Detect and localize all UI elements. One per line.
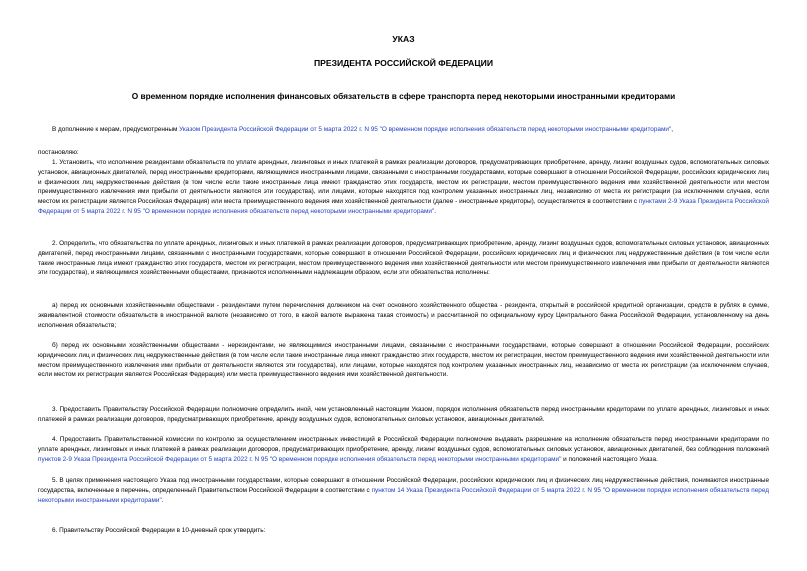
paragraph-6: [38, 526, 769, 536]
preamble-paragraph: [38, 125, 769, 135]
paragraph-5-link[interactable]: пунктом 14 Указа Президента Российской Федерации от 5 марта 2022 г. N 95 "О временном порядке исполнения обязательств перед некоторыми иностранными кредиторами": [38, 486, 769, 504]
paragraph-1-text: 1. Установить, что исполнение резидентами обязательств по уплате арендных, лизинговых и иных платежей в рамках реализации договоров, предусматривающих приобретение, аренду, лизинг воздушных судов, вспомогательных силовых установок, авиационных двигателей, перед иностранными кредиторами, являющимися иностранными лицами, связанными с иностранными государствами, которые совершают в отношении Российской Федерации, российских юридических лиц и физических лиц недружественные действия (в том числе если такие иностранные лица имеют гражданство этих государств, местом их регистрации, местом преимущественного ведения ими хозяйственной деятельности или местом преимущественного извлечения ими прибыли от деятельности являются эти государства), или лицами, которые находятся под контролем указанных иностранных лиц, независимо от места их регистрации (за исключением случаев, если местом их регистрации является Российская Федерация) или места преимущественного ведения ими хозяйственной деятельности (далее - иностранные кредиторы), осуществляется в соответствии с: [38, 159, 769, 206]
decree-95-link[interactable]: Указом Президента Российской Федерации от 5 марта 2022 г. N 95 "О временном порядке исполнения обязательств перед некоторыми иностранными кредиторами": [179, 126, 672, 133]
paragraph-4-link[interactable]: пунктов 2-9 Указа Президента Российской Федерации от 5 марта 2022 г. N 95 "О временном порядке исполнения обязательств перед некоторыми иностранными кредиторами": [38, 455, 562, 463]
paragraph-2: [38, 239, 769, 278]
preamble-text-end: ,: [671, 126, 673, 133]
paragraph-4-text: 4. Предоставить Правительственной комиссии по контролю за осуществлением иностранных инвестиций в Российской Федерации полномочие выдавать разрешение на исполнение обязательств перед иностранными кредиторами по уплате арендных, лизинговых и иных платежей в рамках реализации договоров, предусматривающих приобретение, аренду, лизинг воздушных судов, вспомогательных силовых установок, авиационных двигателей, без соблюдения положений: [38, 436, 769, 453]
paragraph-2-text: 2. Определить, что обязательства по уплате арендных, лизинговых и иных платежей в рамках реализации договоров, предусматривающих приобретение, аренду, лизинг воздушных судов, вспомогательных силовых установок, авиационных двигателей, перед иностранными лицами, связанными с иностранными государствами, которые совершают в отношении Российской Федерации, российских юридических лиц и физических лиц недружественные действия (в том числе если такие иностранные лица имеют гражданство этих государств, местом их регистрации, местом преимущественного ведения ими хозяйственной деятельности или местом преимущественного извлечения ими прибыли от деятельности являются эти государства), и являющимися хозяйственными обществами, признаются исполненными надлежащим образом, если эти обязательства исполнены:: [38, 240, 769, 277]
paragraph-6-text: 6. Правительству Российской Федерации в 10-дневный срок утвердить:: [52, 527, 266, 534]
document-issuer: ПРЕЗИДЕНТА РОССИЙСКОЙ ФЕДЕРАЦИИ: [313, 58, 494, 68]
paragraph-4-text-end: и положений настоящего Указа.: [561, 455, 658, 463]
paragraph-5: [38, 476, 769, 505]
postanovlyayu-line: [38, 148, 769, 158]
paragraph-5-text: 5. В целях применения настоящего Указа под иностранными государствами, которые совершают в отношении Российской Федерации, российских юридических лиц и физических лиц недружественные действия, понимаются иностранные государства, включенные в перечень, определенный Правительством Российской Федерации в соответствии с: [38, 477, 769, 494]
document-heading: О временном порядке исполнения финансовых обязательств в сфере транспорта перед некоторыми иностранными кредиторами: [131, 91, 676, 101]
paragraph-4: [38, 435, 769, 464]
paragraph-1-text-end: .: [434, 207, 436, 215]
paragraph-1: [38, 158, 769, 217]
paragraph-3-text: 3. Предоставить Правительству Российской Федерации полномочие определить иной, чем установленный настоящим Указом, порядок исполнения обязательств перед иностранными кредиторами по уплате арендных, лизинговых и иных платежей в рамках реализации договоров, предусматривающих приобретение, аренду воздушных судов, вспомогательных силовых установок, авиационных двигателей.: [38, 406, 769, 423]
paragraph-3: [38, 405, 769, 425]
postanovlyayu-text: постановляю:: [38, 149, 79, 156]
subparagraph-a-text: а) перед их основными хозяйственными обществами - резидентами путем перечисления должником на счет основного хозяйственного общества - резидента, открытый в российской кредитной организации, средств в рублях в сумме, эквивалентной стоимости обязательств в иностранной валюте (независимо от того, в какой валюте выражена такая стоимость) и рассчитанной по официальному курсу Центрального банка Российской Федерации, установленному на день исполнения обязательств;: [38, 302, 769, 329]
paragraph-5-text-end: .: [161, 496, 164, 504]
subparagraph-a: [38, 301, 769, 330]
paragraph-1-link[interactable]: пунктами 2-9 Указа Президента Российской Федерации от 5 марта 2022 г. N 95 "О временном порядке исполнения обязательств перед некоторыми иностранными кредиторами": [38, 198, 769, 215]
subparagraph-b: [38, 341, 769, 380]
subparagraph-b-text: б) перед их основными хозяйственными обществами - нерезидентами, не являющимися иностранными лицами, связанными с иностранными государствами, которые совершают в отношении Российской Федерации, российских юридических лиц и физических лиц недружественные действия (в том числе если такие иностранные лица имеют гражданство этих государств, местом их регистрации, местом преимущественного ведения ими хозяйственной деятельности или местом преимущественного извлечения ими прибыли от деятельности являются эти государства), или лицами, которые находятся под контролем указанных иностранных лиц, независимо от места их регистрации (за исключением случаев, если местом их регистрации является Российская Федерация) или места преимущественного ведения ими хозяйственной деятельности.: [38, 342, 769, 379]
preamble-text: В дополнение к мерам, предусмотренным: [52, 126, 180, 133]
document-title: УКАЗ: [392, 34, 415, 44]
